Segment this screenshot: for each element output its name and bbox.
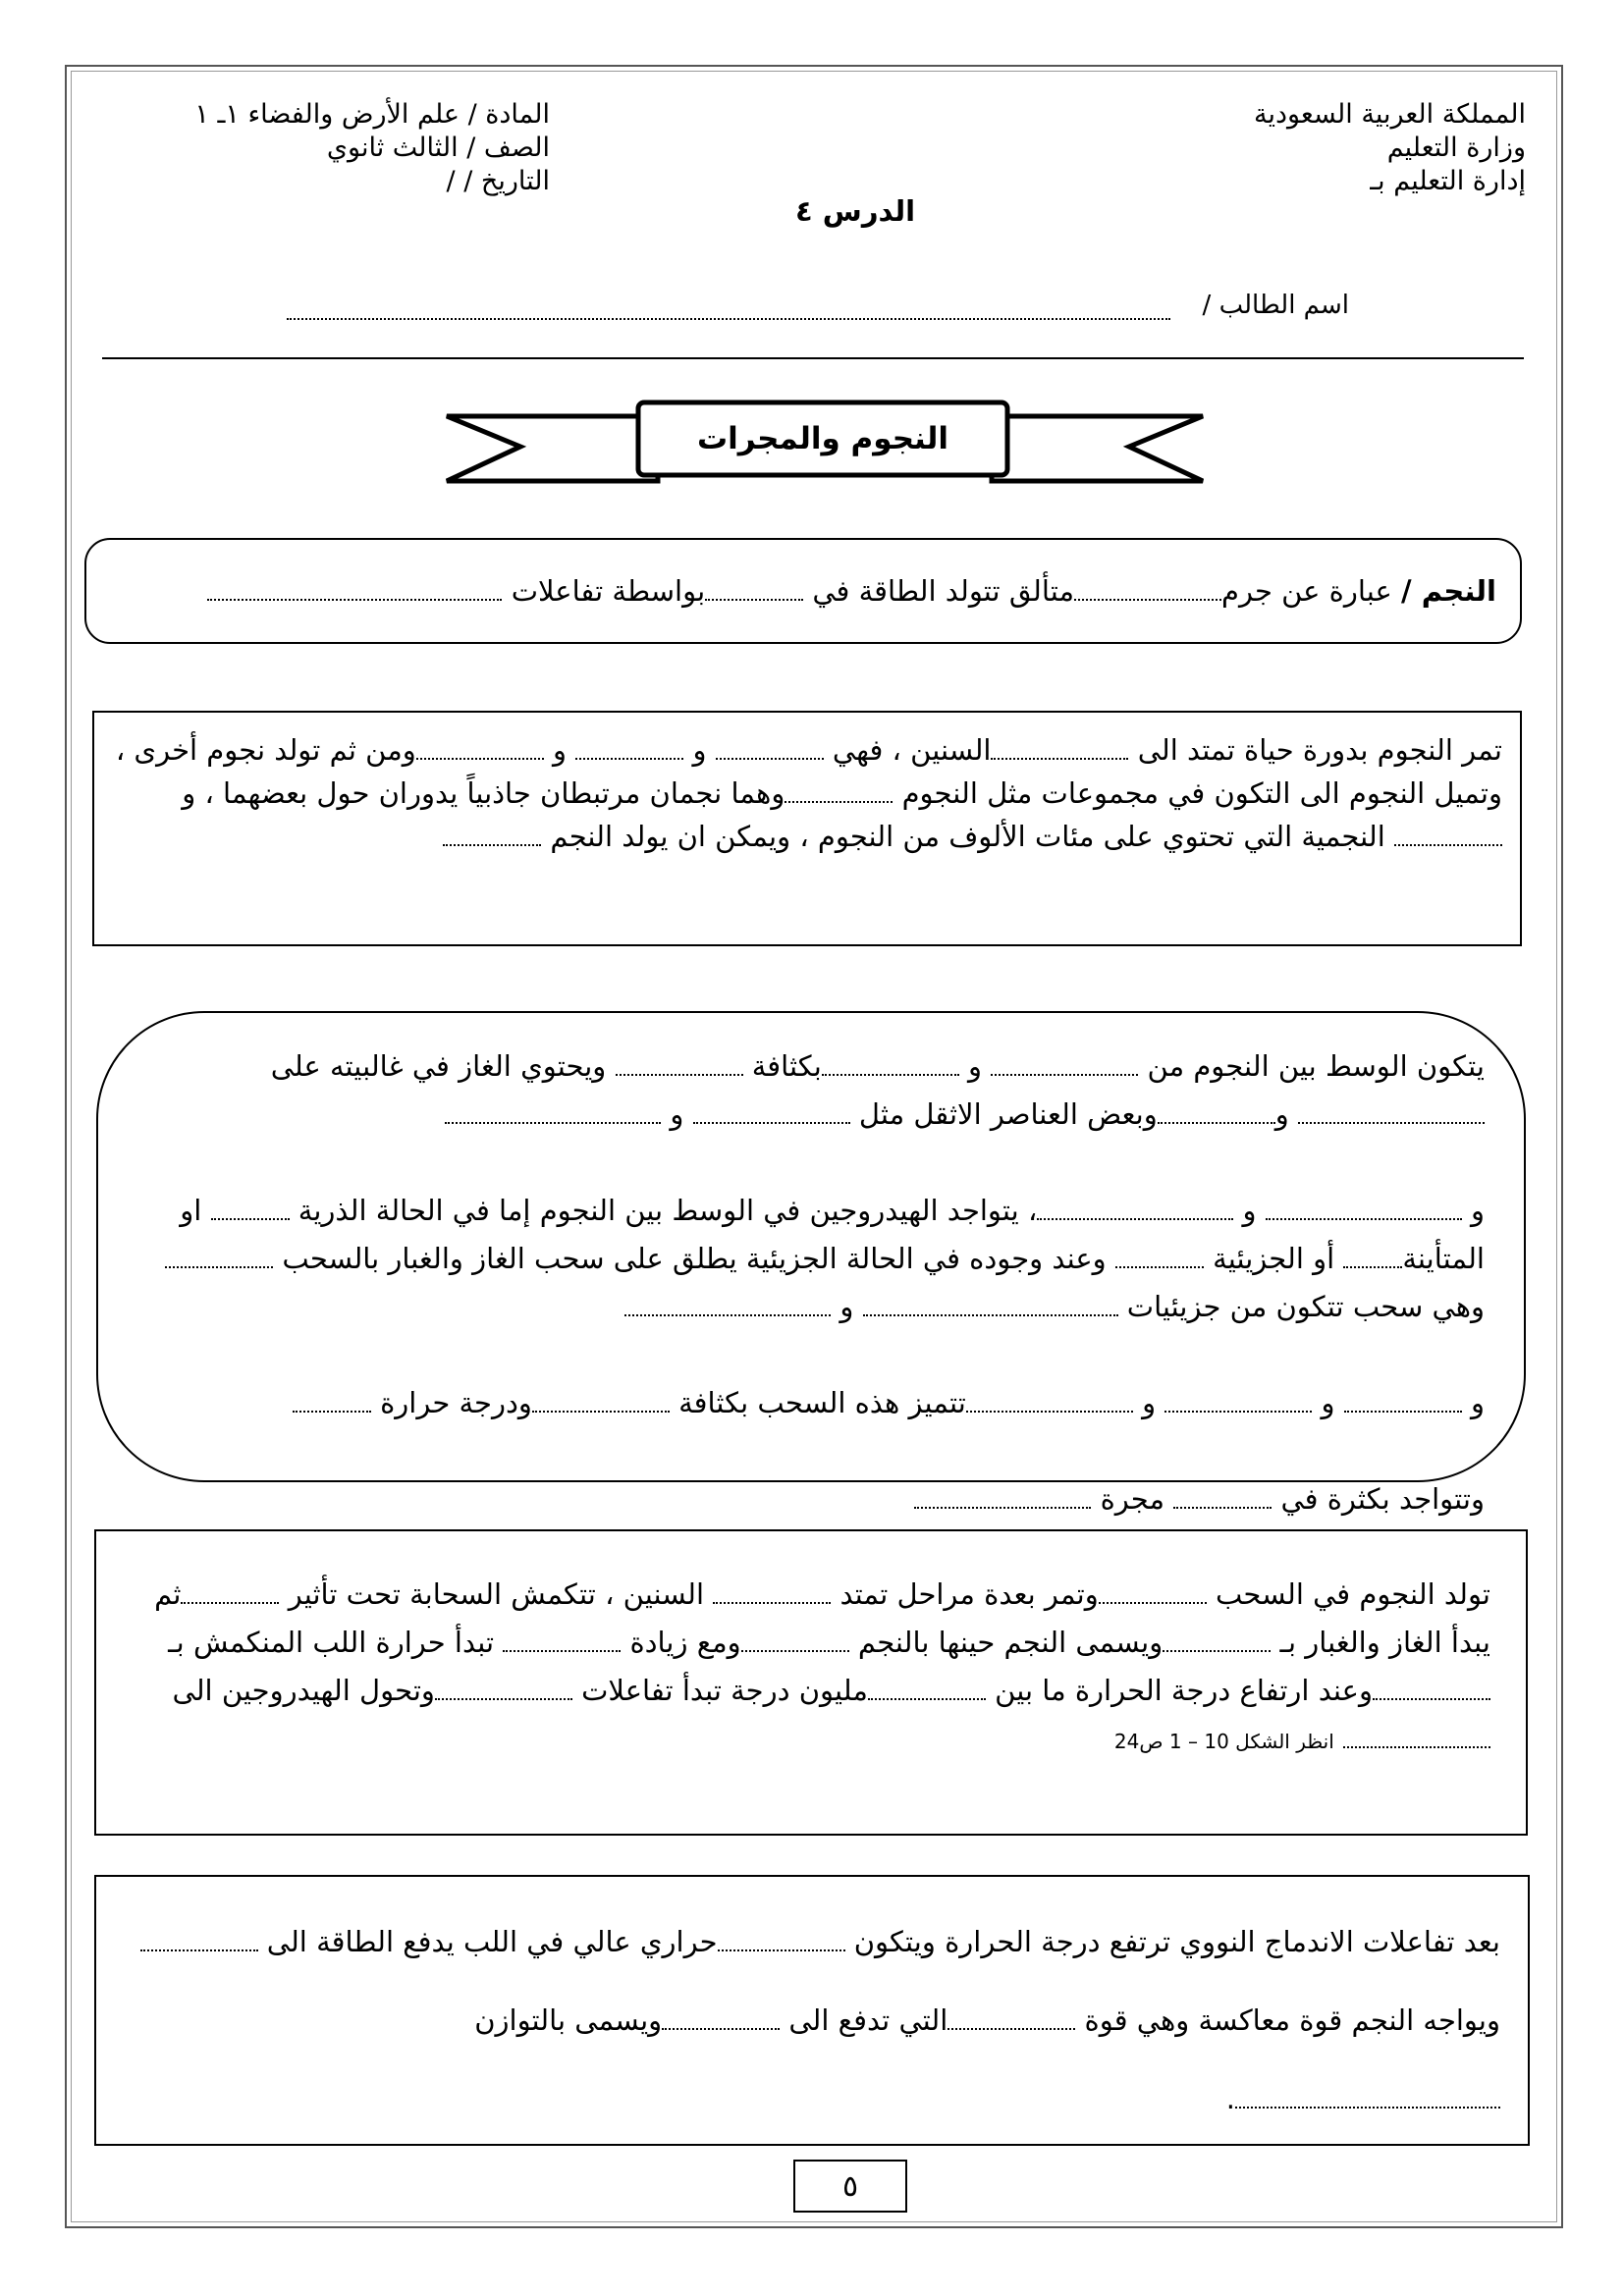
text-fragment: تتميز هذه السحب بكثافة [678, 1386, 966, 1419]
text-fragment: بواسطة تفاعلات [511, 574, 706, 608]
figure-reference: انظر الشكل 10 – 1 ص24 [1113, 1730, 1334, 1753]
text-fragment: و [1274, 1097, 1289, 1131]
blank[interactable] [713, 1580, 831, 1604]
text-fragment: ، يتواجد الهيدروجين في الوسط بين النجوم إما في الحالة الذرية [298, 1194, 1038, 1227]
header-country: المملكة العربية السعودية [1253, 99, 1526, 130]
ribbon-tail-right [992, 416, 1203, 481]
blank[interactable] [1373, 1677, 1490, 1700]
equilibrium-text [124, 1902, 1500, 2138]
blank[interactable] [1394, 823, 1502, 846]
text-fragment: ومع زيادة [629, 1626, 741, 1659]
text-fragment: تمر النجوم بدورة حياة تمتد الى [1137, 733, 1502, 767]
text-fragment: ويسمى النجم حينها بالنجم [857, 1626, 1164, 1659]
header-ministry-block [1254, 98, 1526, 198]
star-definition [207, 569, 1496, 613]
header-subject-block [0, 98, 550, 198]
blank[interactable] [716, 736, 824, 760]
text-fragment: مجرة [1100, 1482, 1165, 1516]
header-directorate: إدارة التعليم بـ [1370, 166, 1526, 196]
blank[interactable] [1344, 1389, 1462, 1413]
term-star: النجم / [1401, 574, 1496, 608]
text-fragment: حراري عالي في اللب يدفع الطاقة الى [266, 1925, 718, 1958]
text-fragment: ومن ثم تولد نجوم أخرى ، وتميل النجوم الى التكون في مجموعات مثل النجوم [115, 733, 1502, 810]
text-fragment: وتمر بعدة مراحل تمتد [839, 1577, 1099, 1611]
text-fragment: تولد النجوم في السحب [1215, 1577, 1490, 1611]
text-fragment: بكثافة [751, 1049, 822, 1083]
blank[interactable] [207, 577, 502, 601]
text-fragment: و [1470, 1194, 1485, 1227]
blank[interactable] [1158, 1100, 1275, 1124]
blank[interactable] [211, 1197, 290, 1220]
text-fragment: تبدأ حرارة اللب المنكمش بـ [168, 1626, 495, 1659]
text-fragment: و [1321, 1386, 1335, 1419]
blank[interactable] [991, 1052, 1138, 1076]
header-divider [102, 357, 1524, 359]
text-fragment: ويسمى بالتوازن [474, 2003, 663, 2037]
blank[interactable] [575, 736, 683, 760]
blank[interactable] [822, 1052, 959, 1076]
blank[interactable] [1266, 1197, 1462, 1220]
blank[interactable] [1099, 1580, 1207, 1604]
blank[interactable] [1164, 1389, 1312, 1413]
blank[interactable] [181, 1580, 279, 1604]
text-fragment: يتكون الوسط بين النجوم من [1147, 1049, 1485, 1083]
text-fragment: وهما نجمان مرتبطان جاذبياً يدوران حول بعضهما ، و [182, 776, 785, 810]
blank[interactable] [165, 1245, 273, 1268]
header-ministry: وزارة التعليم [1386, 133, 1526, 163]
text-fragment: ويحتوي الغاز في غالبيته على [270, 1049, 607, 1083]
text-fragment: و [692, 733, 707, 767]
text-fragment: ودرجة حرارة [380, 1386, 532, 1419]
text-fragment: وتحول الهيدروجين الى [172, 1674, 435, 1707]
header-grade: الصف / الثالث ثانوي [326, 133, 550, 163]
text-fragment: النجمية التي تحتوي على مئات الألوف من النجوم ، ويمكن ان يولد النجم [550, 820, 1385, 853]
text-fragment: و [1470, 1386, 1485, 1419]
blank[interactable] [1173, 1485, 1272, 1509]
blank[interactable] [1298, 1100, 1485, 1124]
blank[interactable] [662, 2006, 780, 2030]
text-fragment: و [1142, 1386, 1157, 1419]
text-fragment: وهي سحب تتكون من جزيئيات [1126, 1290, 1485, 1323]
page-title: النجوم والمجرات [697, 421, 948, 456]
text-fragment: و [968, 1049, 983, 1083]
text-fragment: او المتأينة [180, 1194, 1485, 1275]
blank[interactable] [443, 823, 541, 846]
blank[interactable] [718, 1928, 845, 1951]
star-formation-box [94, 1529, 1528, 1836]
text-fragment: وعند وجوده في الحالة الجزيئية يطلق على سحب الغاز والغبار بالسحب [282, 1242, 1107, 1275]
blank[interactable] [435, 1677, 572, 1700]
text-fragment: وبعض العناصر الاثقل مثل [858, 1097, 1158, 1131]
star-lifecycle-box [92, 711, 1522, 946]
blank[interactable] [624, 1293, 831, 1316]
blank[interactable] [966, 1389, 1133, 1413]
definition-box [84, 538, 1522, 644]
text-fragment: متألق تتولد الطاقة في [812, 574, 1074, 608]
blank[interactable] [532, 1389, 670, 1413]
blank[interactable] [1163, 1629, 1271, 1652]
text-fragment: السنين ، تتكمش السحابة تحت تأثير [288, 1577, 705, 1611]
blank[interactable] [445, 1100, 661, 1124]
text-fragment: عبارة عن جرم [1220, 574, 1392, 608]
blank[interactable] [1343, 1725, 1490, 1748]
interstellar-medium-text [137, 1042, 1485, 1523]
blank[interactable] [1343, 1245, 1402, 1268]
blank[interactable] [705, 577, 803, 601]
blank[interactable] [785, 779, 893, 803]
blank[interactable] [947, 2006, 1075, 2030]
text-fragment: التي تدفع الى [788, 2003, 948, 2037]
equilibrium-box [94, 1875, 1530, 2146]
star-lifecycle-text [112, 728, 1502, 858]
text-fragment: و [1242, 1194, 1257, 1227]
blank[interactable] [991, 736, 1128, 760]
student-name-label: اسم الطالب / [1202, 291, 1349, 320]
text-fragment: أو الجزيئية [1213, 1242, 1335, 1275]
page-number: ٥ [793, 2160, 907, 2213]
blank[interactable] [868, 1677, 986, 1700]
blank[interactable] [503, 1629, 621, 1652]
text-fragment: و [839, 1290, 854, 1323]
text-fragment: مليون درجة تبدأ تفاعلات [581, 1674, 868, 1707]
text-fragment: وعند ارتفاع درجة الحرارة ما بين [995, 1674, 1373, 1707]
blank[interactable] [1235, 2085, 1500, 2109]
text-fragment: وتتواجد بكثرة في [1280, 1482, 1485, 1516]
text-fragment: ويواجه النجم قوة معاكسة وهي قوة [1084, 2003, 1500, 2037]
student-name-field[interactable] [287, 318, 1170, 320]
text-fragment: بعد تفاعلات الاندماج النووي ترتفع درجة الحرارة ويتكون [853, 1925, 1500, 1958]
blank[interactable] [140, 1928, 258, 1951]
text-fragment: السنين ، فهي [832, 733, 992, 767]
text-fragment: ثم يبدأ الغاز والغبار بـ [154, 1577, 1490, 1659]
blank[interactable] [863, 1293, 1118, 1316]
star-formation-text [132, 1571, 1490, 1766]
header-subject: المادة / علم الأرض والفضاء ١ـ ١ [194, 99, 550, 130]
blank[interactable] [1074, 577, 1221, 601]
blank[interactable] [914, 1485, 1091, 1509]
header-date: التاريخ / / [446, 166, 550, 196]
text-fragment: و [553, 733, 568, 767]
ribbon-tail-left [447, 416, 658, 481]
blank[interactable] [741, 1629, 849, 1652]
blank[interactable] [616, 1052, 743, 1076]
blank[interactable] [1037, 1197, 1233, 1220]
interstellar-medium-box [96, 1011, 1526, 1516]
text-fragment: . [1225, 2082, 1235, 2115]
blank[interactable] [293, 1389, 371, 1413]
blank[interactable] [693, 1100, 850, 1124]
lesson-number: الدرس ٤ [795, 194, 916, 228]
text-fragment: و [670, 1097, 684, 1131]
blank[interactable] [1115, 1245, 1204, 1268]
blank[interactable] [416, 736, 544, 760]
